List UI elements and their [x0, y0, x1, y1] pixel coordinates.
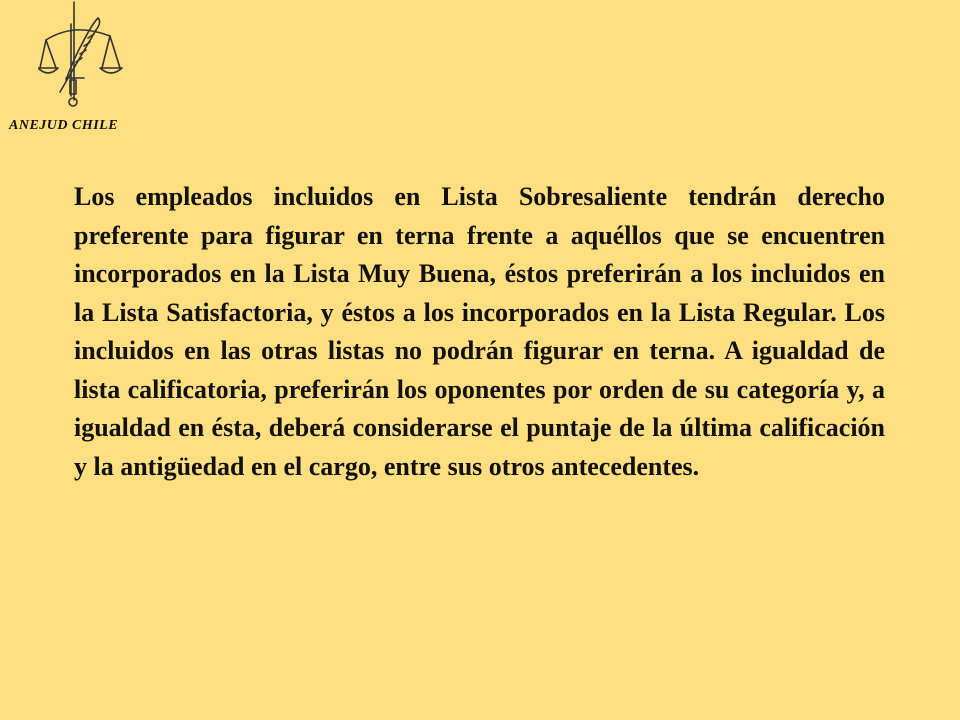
organization-name: ANEJUD CHILE — [9, 118, 119, 133]
main-paragraph: Los empleados incluidos en Lista Sobresaliente tendrán derecho preferente para figurar en terna frente a aquéllos que se encuentren incorporados en la Lista Muy Buena, éstos preferirán a los incluidos en la Lista Satisfactoria, y éstos a los incorporados en la Lista Regular. Los incluidos en las otras listas no podrán figurar en terna. A igualdad de lista calificatoria, preferirán los oponentes por orden de su categoría y, a igualdad en ésta, deberá considerarse el puntaje de la última calificación y la antigüedad en el cargo, entre sus otros antecedentes. — [74, 182, 885, 481]
scales-of-justice-emblem-icon — [38, 0, 134, 112]
